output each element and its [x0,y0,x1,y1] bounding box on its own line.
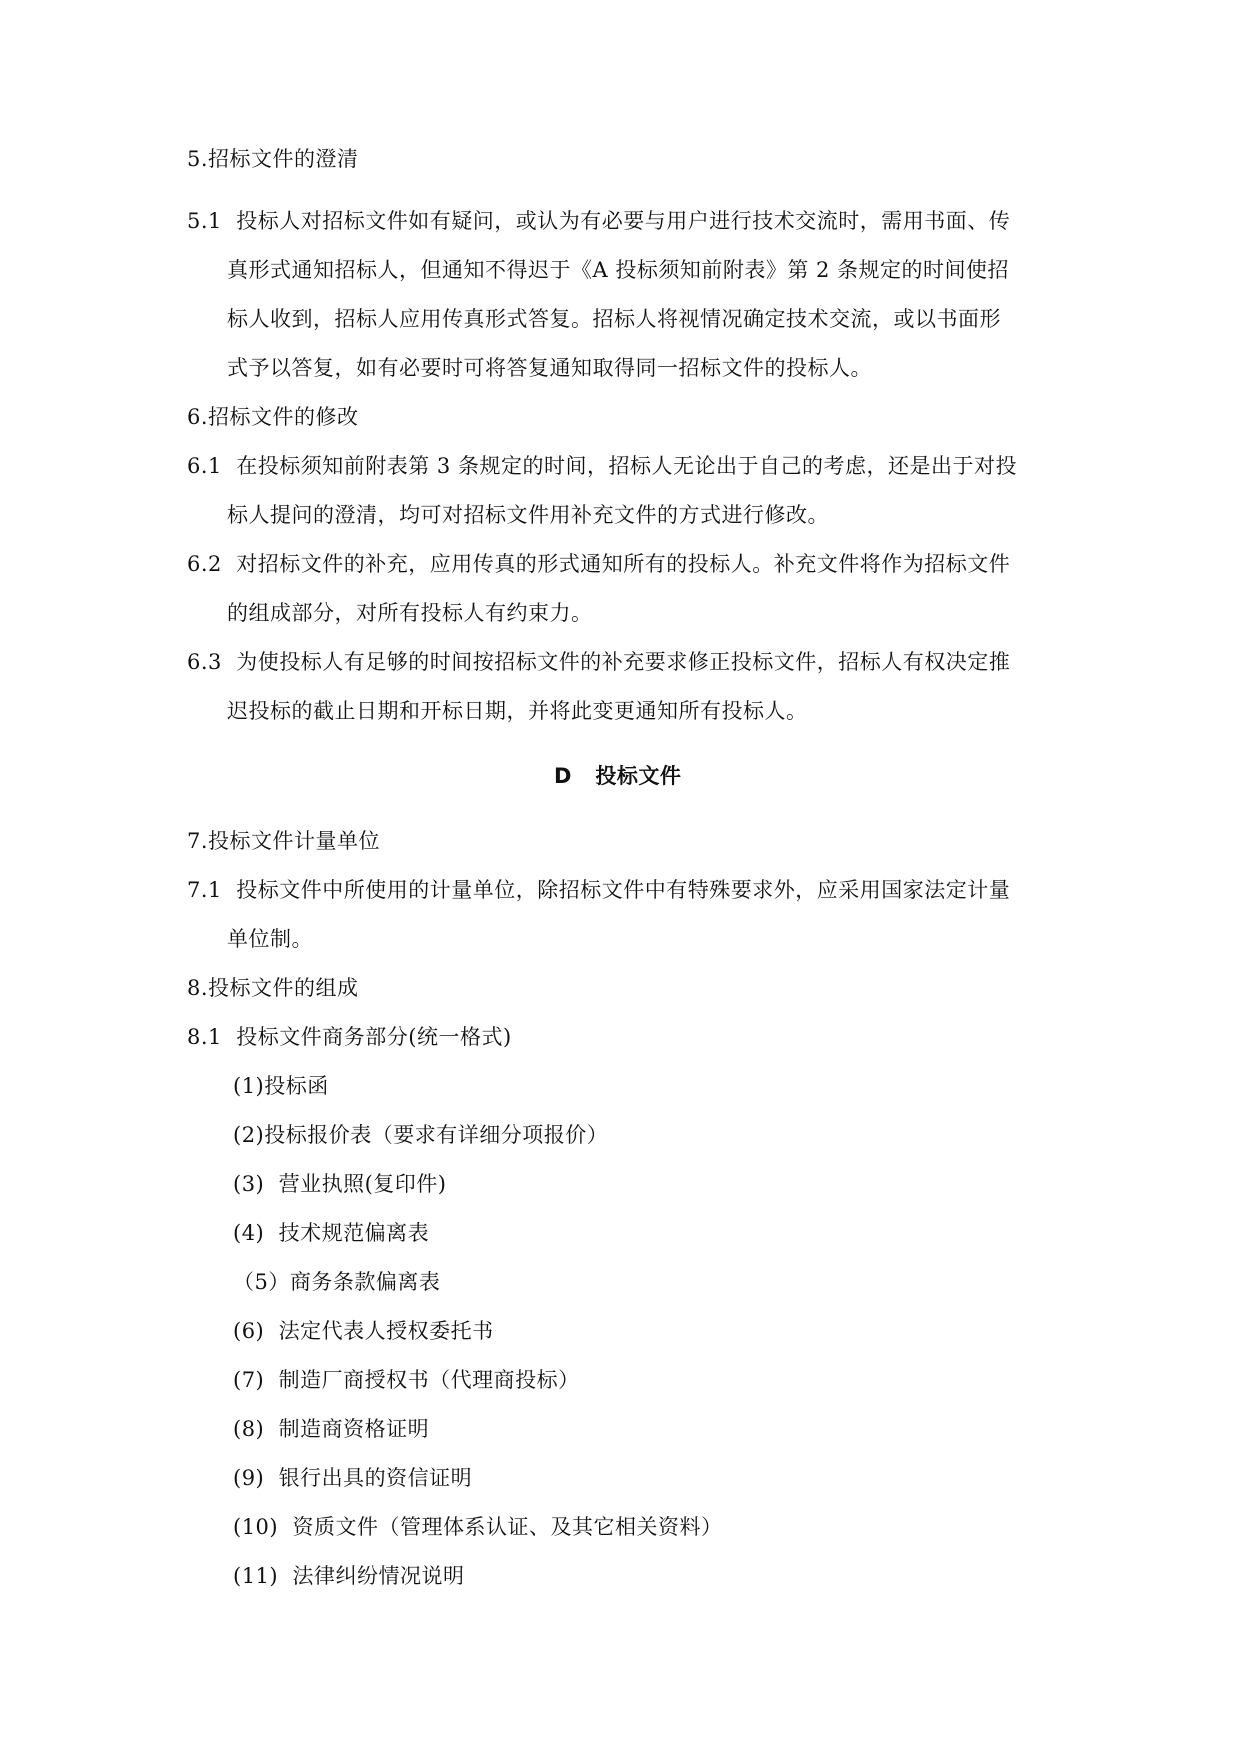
list-item: (11) 法律纠纷情况说明 [233,1564,465,1588]
list-item: (1)投标函 [233,1074,329,1098]
clause-6-2-line-2: 的组成部分，对所有投标人有约束力。 [227,601,593,625]
clause-6-1-line-2: 标人提问的澄清，均可对招标文件用补充文件的方式进行修改。 [227,503,829,527]
clause-8-1-title: 8.1 投标文件商务部分(统一格式) [187,1025,512,1049]
list-item: (8) 制造商资格证明 [233,1417,430,1441]
clause-6-3-line-2: 迟投标的截止日期和开标日期，并将此变更通知所有投标人。 [227,699,808,723]
clause-5-1-line-3: 标人收到，招标人应用传真形式答复。招标人将视情况确定技术交流，或以书面形 [227,307,1001,331]
clause-5-1-line-1: 5.1 投标人对招标文件如有疑问，或认为有必要与用户进行技术交流时，需用书面、传 [187,209,1011,233]
section-5-title: 5.招标文件的澄清 [187,147,359,171]
section-heading-d: D 投标文件 [554,764,682,788]
clause-6-3-line-1: 6.3 为使投标人有足够的时间按招标文件的补充要求修正投标文件，招标人有权决定推 [187,650,1011,674]
list-item: (6) 法定代表人授权委托书 [233,1319,494,1343]
clause-5-1-line-2: 真形式通知招标人，但通知不得迟于《A 投标须知前附表》第 2 条规定的时间使招 [227,258,1010,282]
list-item: (4) 技术规范偏离表 [233,1221,430,1245]
clause-7-1-line-1: 7.1 投标文件中所使用的计量单位，除招标文件中有特殊要求外，应采用国家法定计量 [187,878,1011,902]
clause-6-2-line-1: 6.2 对招标文件的补充，应用传真的形式通知所有的投标人。补充文件将作为招标文件 [187,552,1011,576]
list-item: （5）商务条款偏离表 [233,1270,441,1294]
list-item: (7) 制造厂商授权书（代理商投标） [233,1368,580,1392]
list-item: (3) 营业执照(复印件) [233,1172,447,1196]
list-item: (9) 银行出具的资信证明 [233,1466,473,1490]
clause-7-1-line-2: 单位制。 [227,927,313,951]
clause-6-1-line-1: 6.1 在投标须知前附表第 3 条规定的时间，招标人无论出于自己的考虑，还是出于对投 [187,454,1017,478]
section-6-title: 6.招标文件的修改 [187,405,359,429]
clause-5-1-line-4: 式予以答复，如有必要时可将答复通知取得同一招标文件的投标人。 [227,356,872,380]
section-7-title: 7.投标文件计量单位 [187,829,381,853]
section-8-title: 8.投标文件的组成 [187,976,359,1000]
list-item: (10) 资质文件（管理体系认证、及其它相关资料） [233,1515,723,1539]
list-item: (2)投标报价表（要求有详细分项报价） [233,1123,609,1147]
